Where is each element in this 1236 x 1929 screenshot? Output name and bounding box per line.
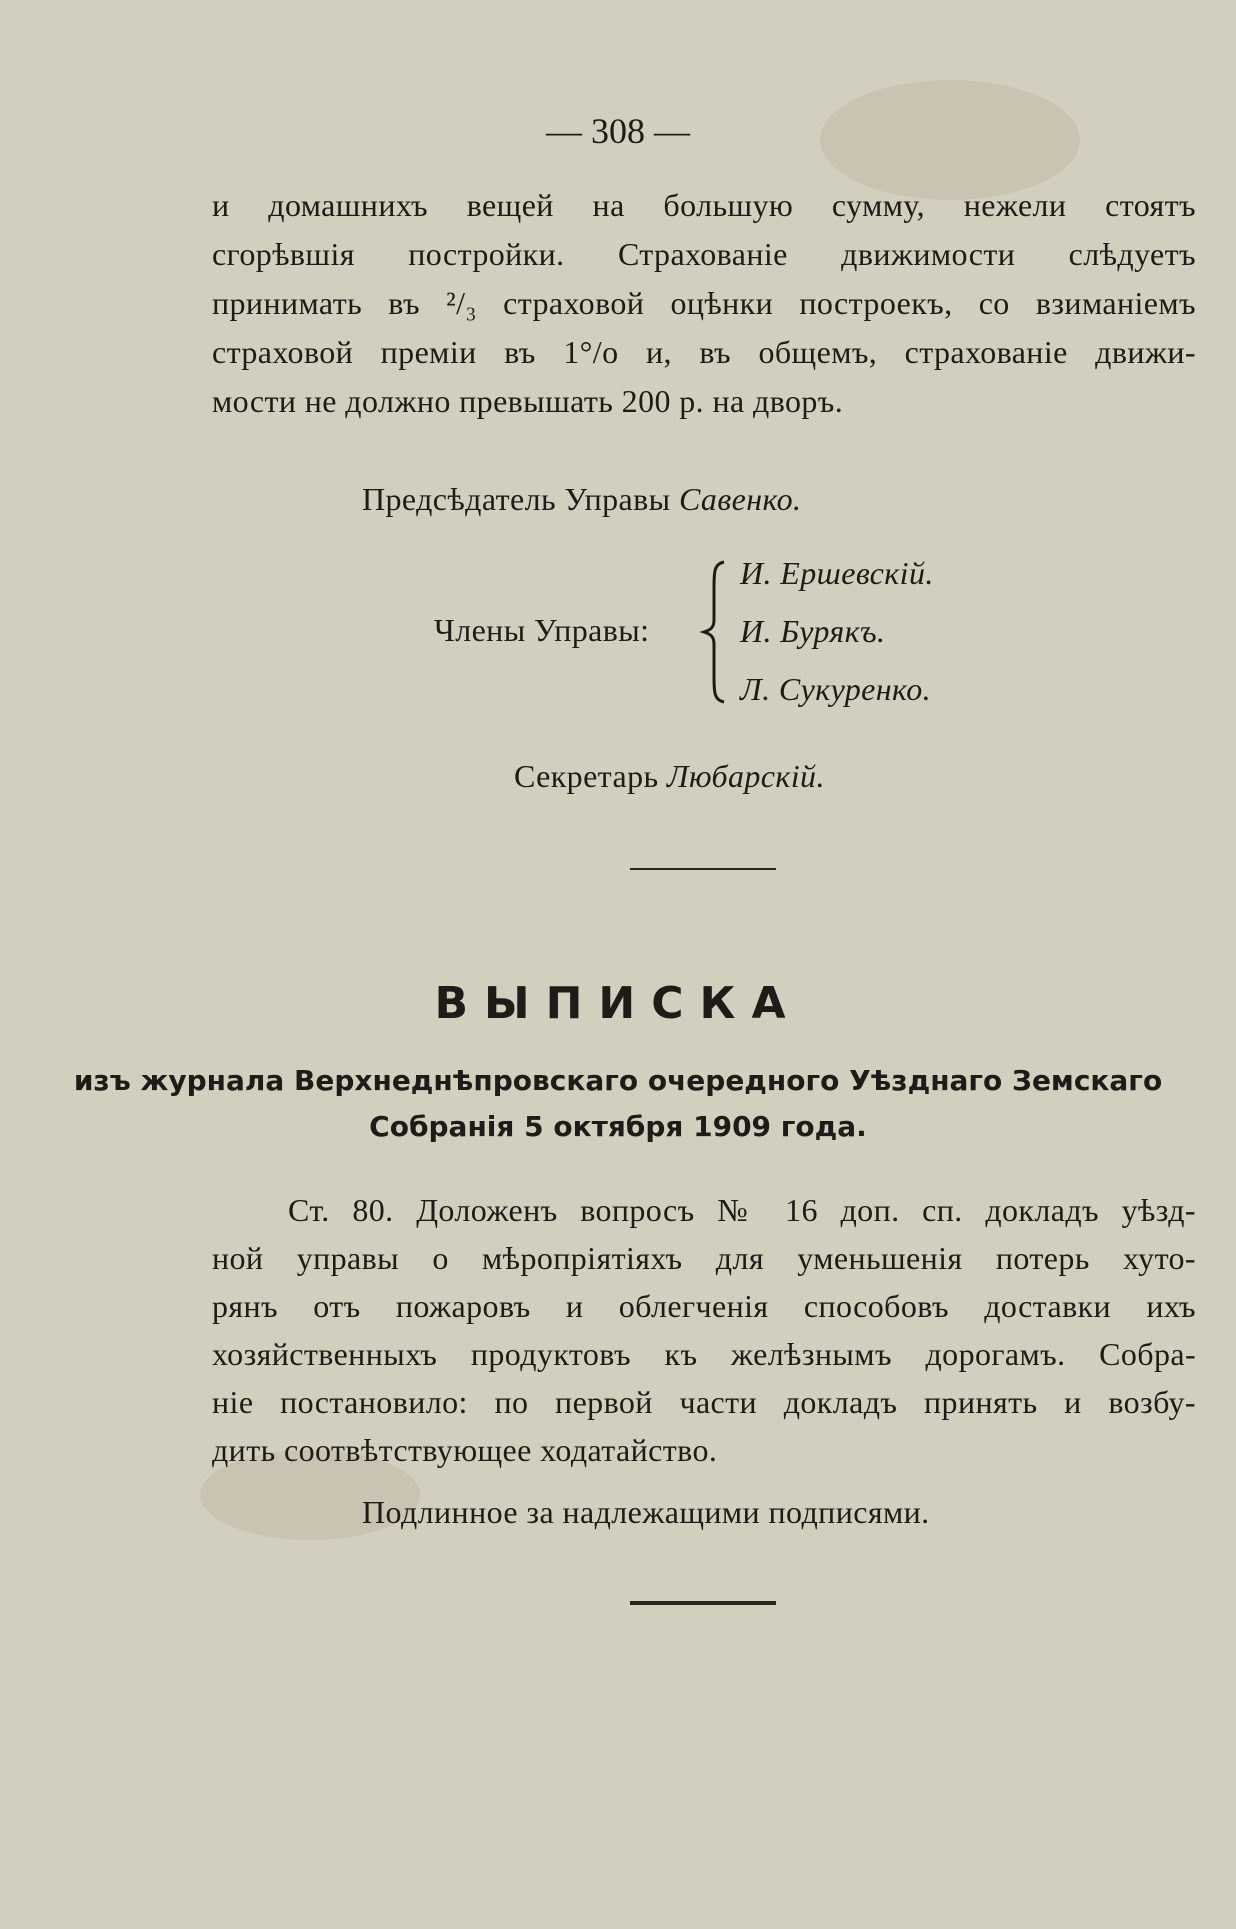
text-line: Ст. 80. Доложенъ вопросъ № 16 доп. сп. докладъ уѣзд- [288,1192,1196,1228]
text-line: сгорѣвшія постройки. Страхованіе движимости слѣдуетъ [212,236,1196,272]
extract-subtitle: изъ журнала Верхнеднѣпровскаго очередного Уѣзднаго Земскаго [73,1064,1163,1097]
chairman-name: Савенко. [678,481,802,517]
text-line: хозяйственныхъ продуктовъ къ желѣзнымъ дорогамъ. Собра- [212,1336,1196,1372]
text-line: страховой преміи въ 1°/о и, въ общемъ, страхованіе движи- [212,334,1196,370]
member-name: Л. Сукуренко. [740,671,931,707]
text-line: ніе постановило: по первой части докладъ принять и возбу- [212,1384,1196,1420]
text-line: ной управы о мѣропріятіяхъ для уменьшенія потерь хуто- [212,1240,1196,1276]
members-label: Члены Управы: [434,612,650,648]
text-line: принимать въ ²/₃ страховой оцѣнки построекъ, со взиманіемъ [212,285,1196,321]
chairman-label: Предсѣдатель Управы [362,481,671,517]
closing-divider [630,1601,776,1605]
text-line: дить соотвѣтствующее ходатайство. [212,1432,718,1468]
extract-title: ВЫПИСКА [434,978,802,1029]
text-line: и домашнихъ вещей на большую сумму, нежели стоятъ [212,187,1196,223]
secretary-label: Секретарь [514,758,659,794]
page-number: — 308 — [546,111,690,151]
secretary-signature [514,758,825,795]
extract-subtitle: Собранія 5 октября 1909 года. [369,1110,867,1143]
member-name: И. Ершевскій. [740,555,934,591]
text-line: мости не должно превышать 200 р. на дворъ. [212,383,844,419]
authentic-note: Подлинное за надлежащими подписями. [362,1494,930,1530]
section-divider [630,868,776,870]
members-brace [700,558,728,706]
text-line: рянъ отъ пожаровъ и облегченія способовъ доставки ихъ [212,1288,1196,1324]
secretary-name: Любарскій. [666,758,825,794]
chairman-signature [362,481,801,518]
member-name: И. Бурякъ. [740,613,886,649]
